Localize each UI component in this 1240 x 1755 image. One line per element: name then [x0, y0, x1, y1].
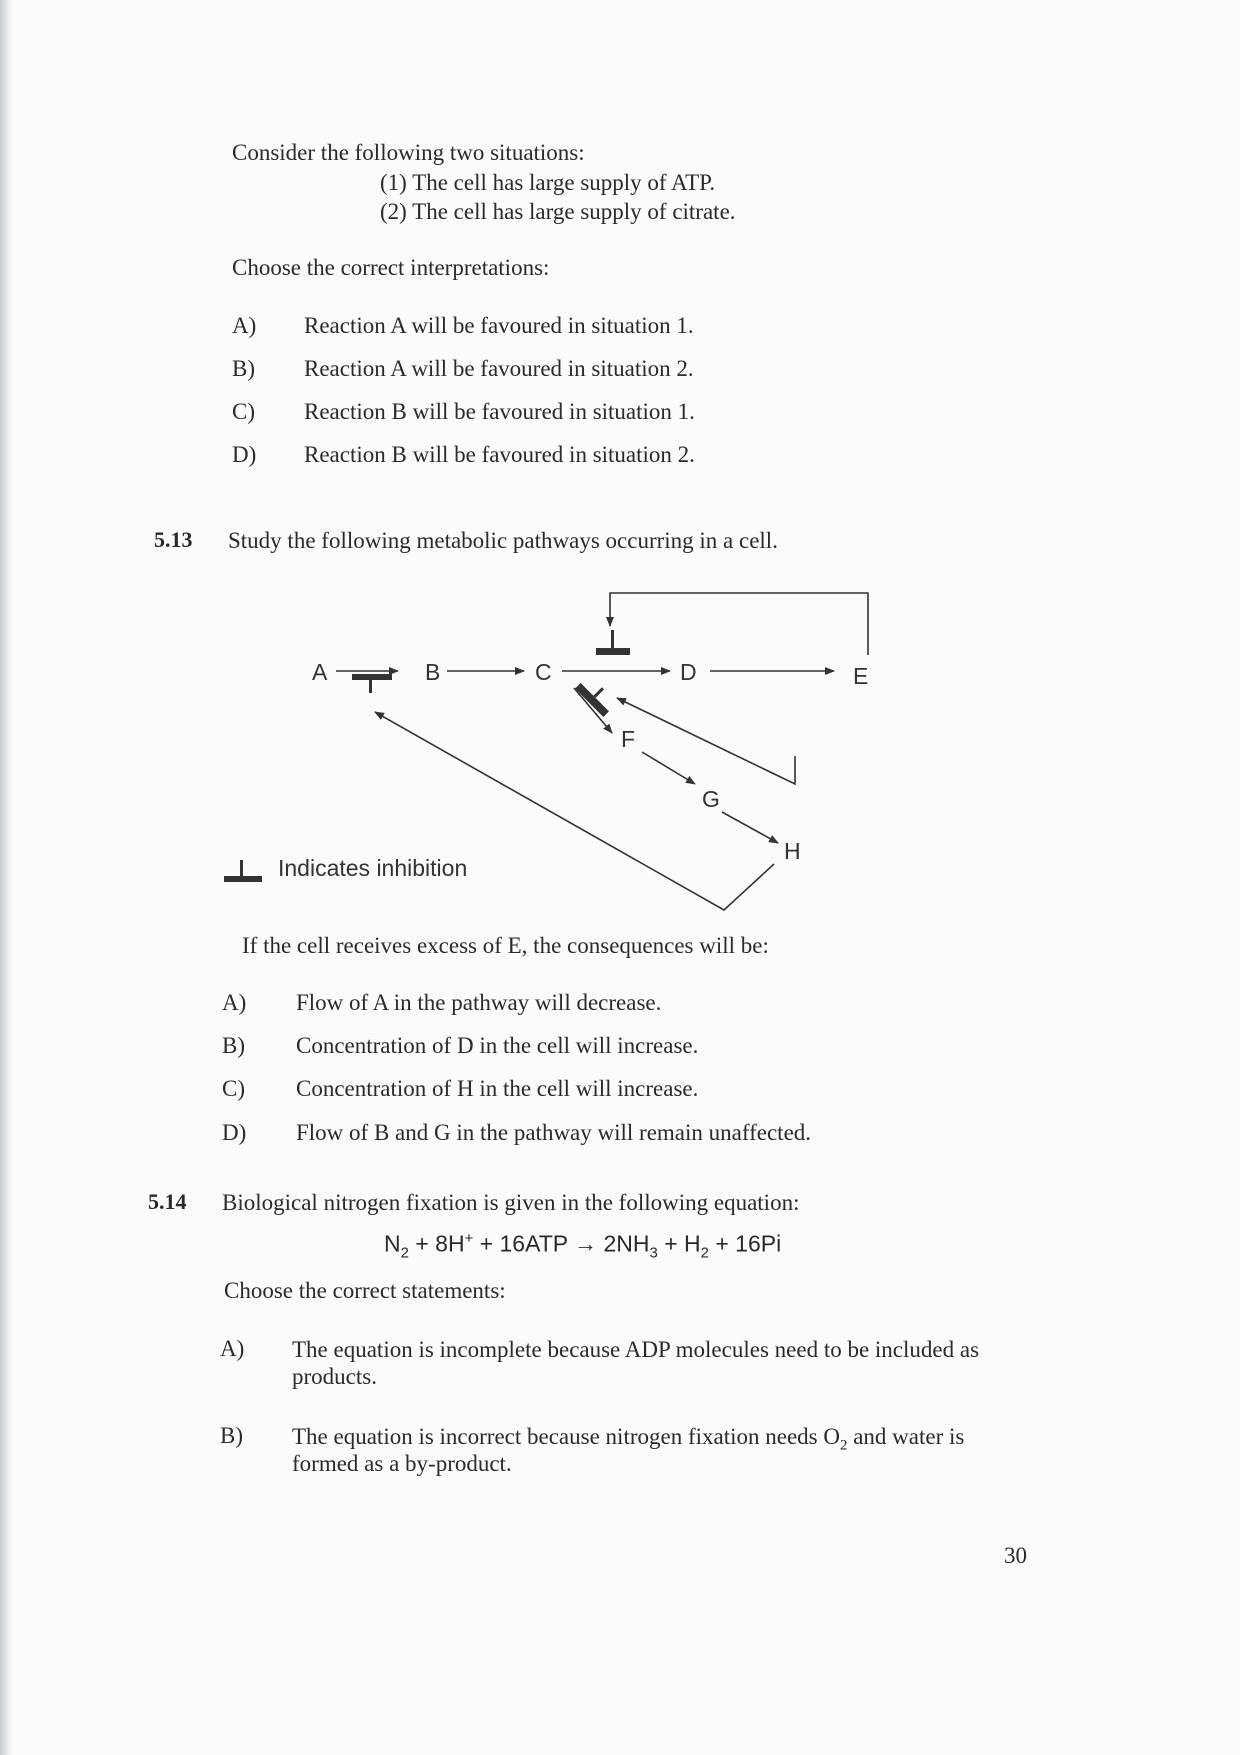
node-label-c: C — [535, 659, 552, 685]
question-number: 5.13 — [154, 527, 193, 552]
option-text: Flow of B and G in the pathway will remain unaffected. — [296, 1120, 812, 1145]
option-text-line1 — [292, 1424, 964, 1455]
option-text-part: and water is — [847, 1424, 965, 1449]
option-letter: B) — [222, 1033, 245, 1058]
feedback-h-line — [617, 698, 795, 784]
eq-nh-sub: 3 — [649, 1244, 658, 1262]
eq-end: + 16Pi — [708, 1230, 782, 1257]
eq-h-sup: + — [464, 1230, 474, 1247]
option-text-line2: products. — [292, 1364, 377, 1389]
prompt-text: Choose the correct statements: — [224, 1278, 506, 1303]
option-letter: D) — [222, 1120, 247, 1145]
option-letter: D) — [232, 442, 257, 467]
question-stem: Study the following metabolic pathways occurring in a cell. — [228, 528, 778, 553]
option-text: Concentration of H in the cell will increase. — [296, 1076, 699, 1101]
node-label-d: D — [680, 659, 697, 685]
situation-1: (1) The cell has large supply of ATP. — [380, 170, 716, 195]
question-text: If the cell receives excess of E, the consequences will be: — [242, 933, 769, 958]
option-text-line1: The equation is incomplete because ADP molecules need to be included as — [292, 1337, 980, 1362]
inhibition-stem-cd — [611, 630, 614, 648]
option-text-line2: formed as a by-product. — [292, 1451, 512, 1476]
prompt-text: Choose the correct interpretations: — [232, 255, 550, 280]
node-label-a: A — [312, 659, 328, 685]
node-label-h: H — [784, 838, 801, 864]
legend-stem — [240, 860, 243, 876]
option-text: Concentration of D in the cell will increase. — [296, 1033, 699, 1058]
arrow-f-g — [642, 752, 695, 784]
node-label-e: E — [853, 663, 869, 689]
node-label-f: F — [621, 726, 636, 752]
eq-nh: 2NH — [597, 1230, 650, 1257]
node-label-b: B — [425, 659, 441, 685]
nitrogen-equation — [384, 1230, 781, 1261]
arrow-g-h — [722, 812, 778, 843]
intro-text: Consider the following two situations: — [232, 140, 585, 165]
option-text: Flow of A in the pathway will decrease. — [296, 990, 662, 1015]
o2-subscript: 2 — [839, 1437, 848, 1454]
eq-h2-sub: 2 — [700, 1244, 709, 1262]
question-stem: Biological nitrogen fixation is given in the following equation: — [222, 1190, 800, 1215]
option-letter: A) — [220, 1336, 245, 1361]
feedback-e-line — [610, 593, 868, 655]
option-text: Reaction B will be favoured in situation 1. — [304, 399, 695, 424]
option-letter: C) — [232, 399, 255, 424]
option-letter: A) — [222, 990, 247, 1015]
situation-2: (2) The cell has large supply of citrate. — [380, 199, 736, 224]
option-letter: C) — [222, 1076, 245, 1101]
question-number: 5.14 — [148, 1189, 187, 1214]
eq-plus2: + H — [657, 1230, 701, 1257]
option-text-part: The equation is incorrect because nitrogen fixation needs O — [292, 1424, 840, 1449]
node-label-g: G — [702, 786, 720, 812]
inhibition-bar-cd — [596, 648, 630, 655]
legend-text: Indicates inhibition — [278, 855, 468, 881]
page-number: 30 — [1004, 1543, 1027, 1568]
option-letter: A) — [232, 313, 257, 338]
eq-mid: + 16ATP — [473, 1230, 575, 1257]
inhibition-stem-ab — [369, 679, 372, 693]
eq-n-sub: 2 — [400, 1244, 409, 1262]
eq-plus1: + 8H — [408, 1230, 465, 1257]
option-text: Reaction B will be favoured in situation 2. — [304, 442, 695, 467]
option-text: Reaction A will be favoured in situation 1. — [304, 313, 694, 338]
legend-bar — [224, 876, 262, 882]
eq-arrow: → — [574, 1230, 598, 1257]
eq-n: N — [384, 1230, 401, 1257]
option-letter: B) — [232, 356, 255, 381]
option-letter: B) — [220, 1423, 243, 1448]
option-text: Reaction A will be favoured in situation 2. — [304, 356, 694, 381]
